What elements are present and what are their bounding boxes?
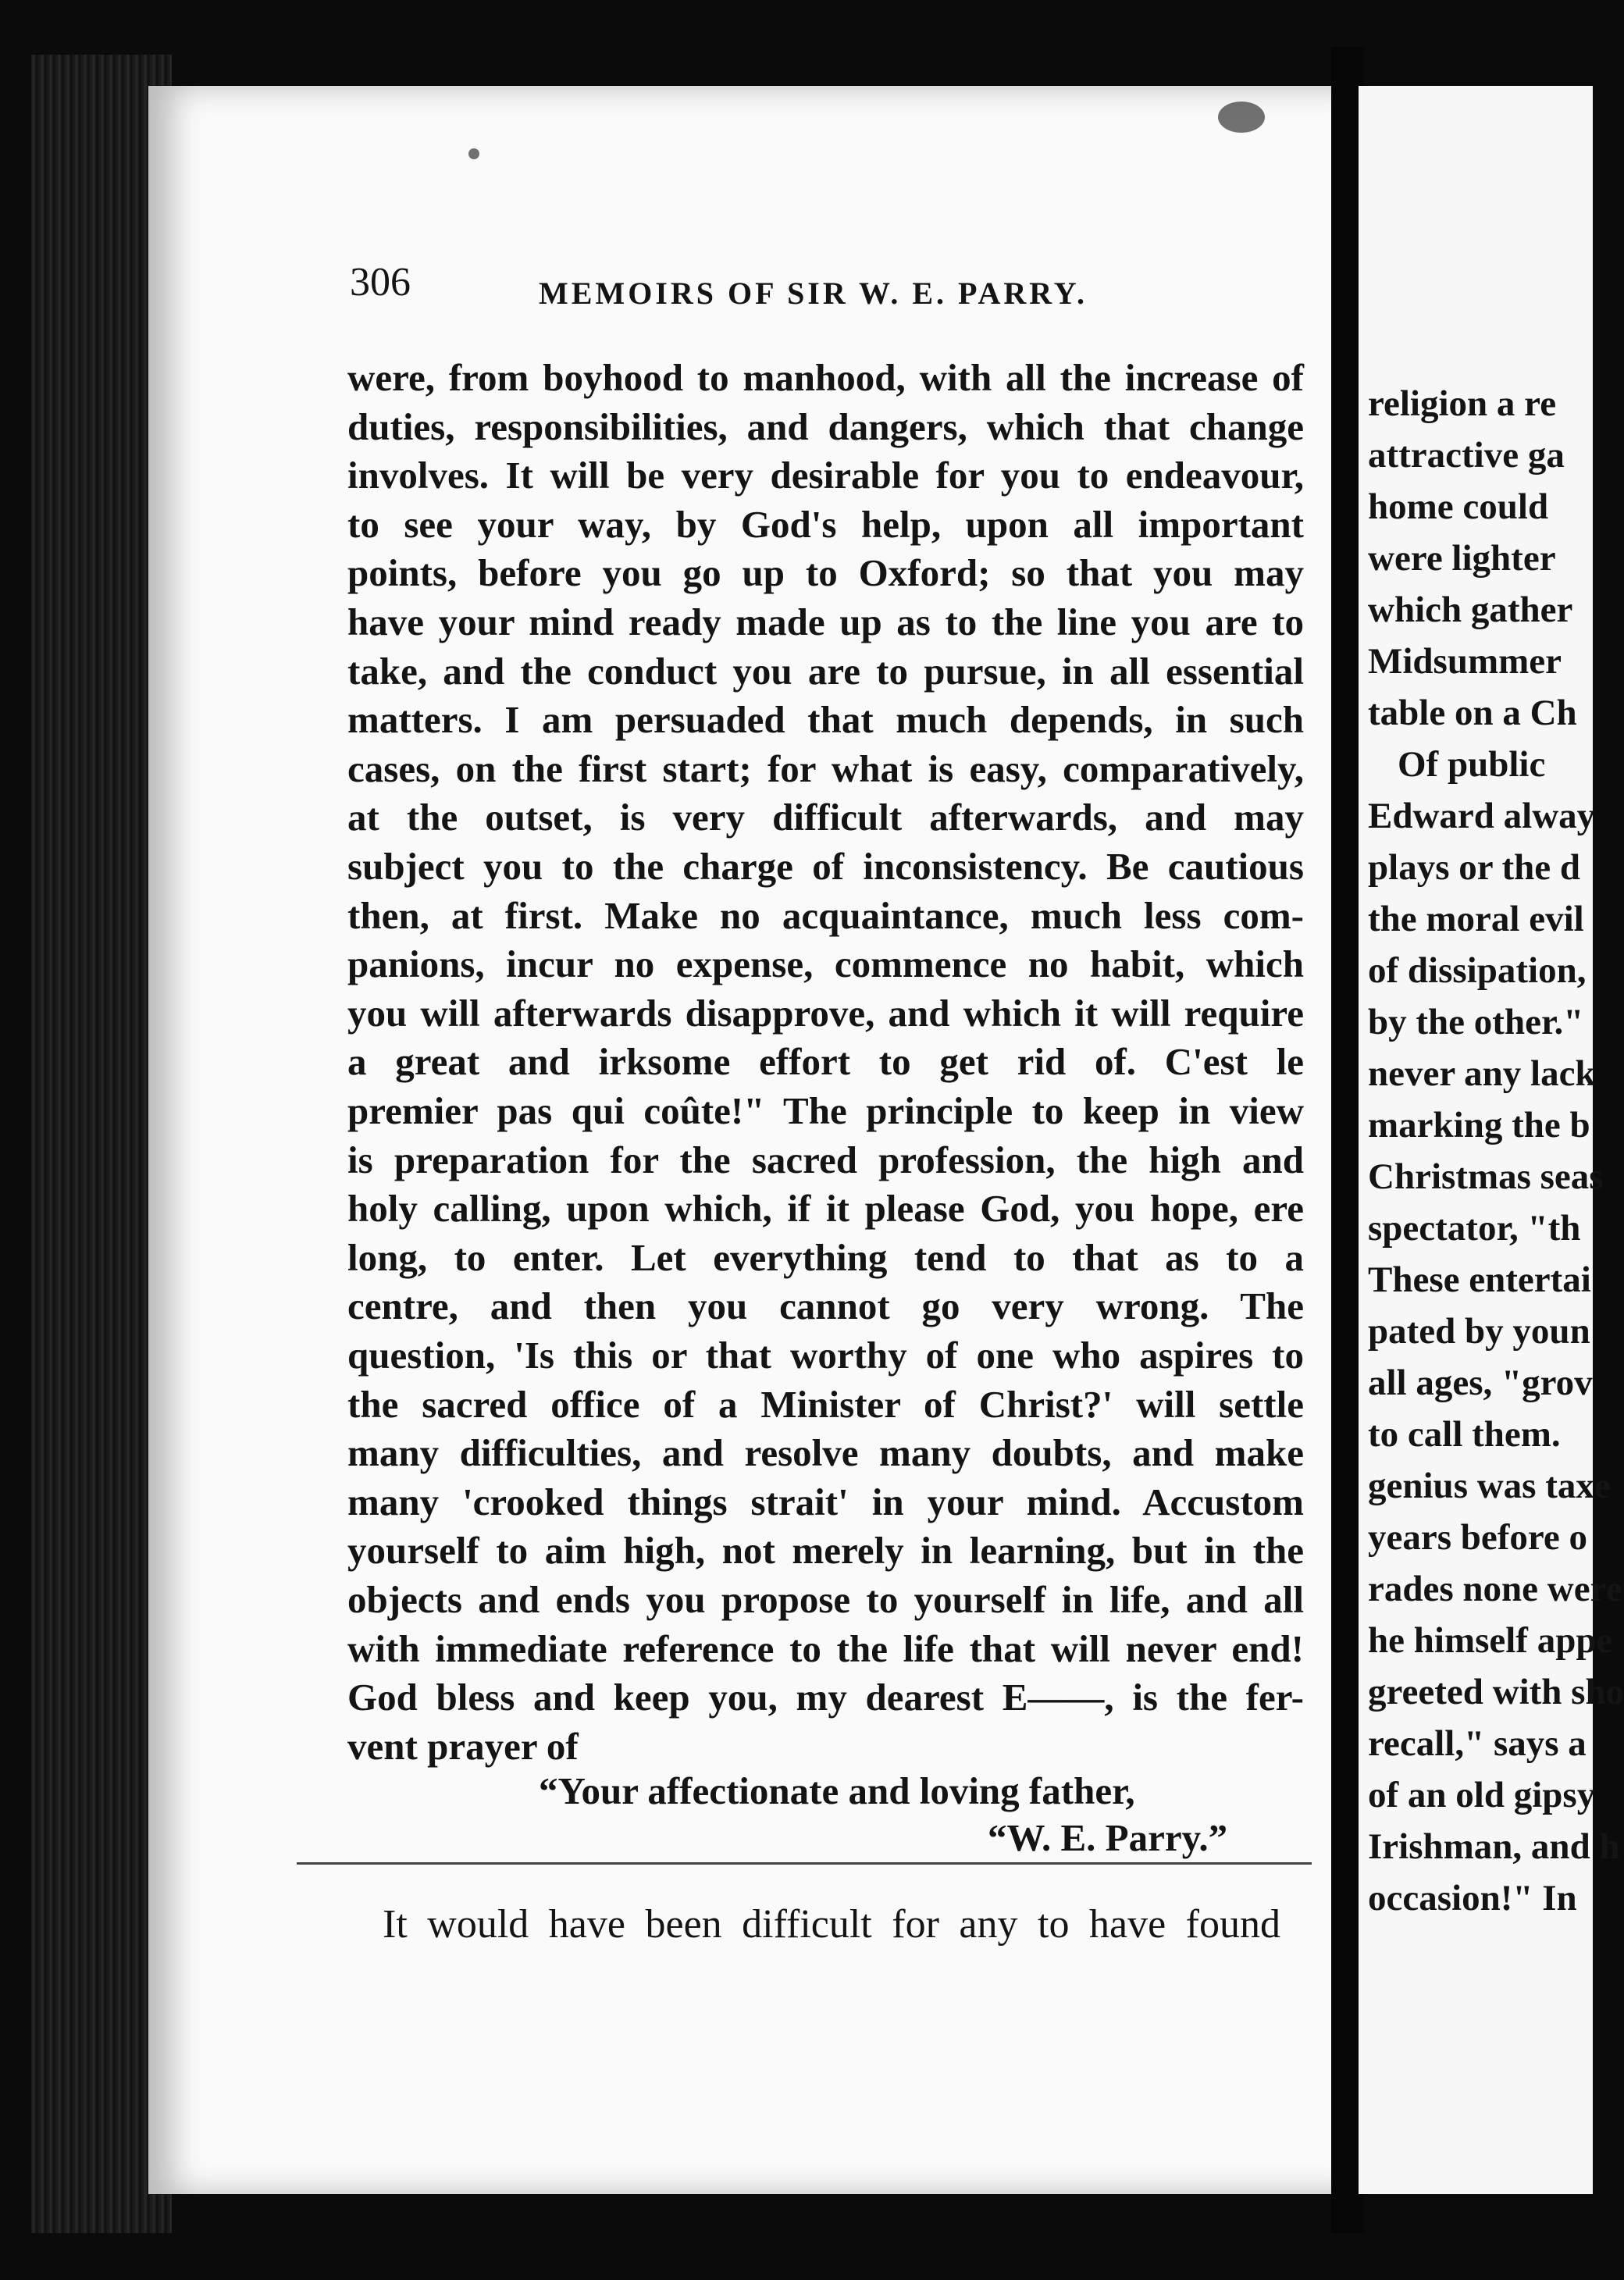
right-text-line: to call them.: [1368, 1414, 1561, 1455]
right-text-line: spectator, "th: [1368, 1208, 1581, 1249]
text-line: God bless and keep you, my dearest E——, is the fer-: [347, 1676, 1304, 1719]
right-text-line: rades none were: [1368, 1569, 1622, 1609]
text-line: were, from boyhood to manhood, with all the increase of: [347, 356, 1304, 399]
right-text-line: table on a Ch: [1368, 693, 1577, 733]
right-text-line: These entertai: [1368, 1259, 1591, 1300]
right-text-line: by the other.": [1368, 1002, 1584, 1042]
text-line: involves. It will be very desirable for you to endeavour,: [347, 454, 1304, 497]
page-number: 306: [350, 260, 411, 305]
text-line: with immediate reference to the life that will never end!: [347, 1626, 1304, 1670]
text-line: yourself to aim high, not merely in learning, but in the: [347, 1529, 1304, 1573]
right-text-line: Of public: [1398, 744, 1546, 785]
text-line: long, to enter. Let everything tend to that as to a: [347, 1235, 1304, 1279]
right-text-line: of dissipation,: [1368, 950, 1587, 991]
ink-smudge: [1218, 102, 1265, 133]
right-text-line: home could: [1368, 486, 1549, 527]
text-line: to see your way, by God's help, upon all important: [347, 502, 1304, 546]
text-line: have your mind ready made up as to the line you are to: [347, 600, 1304, 643]
continuation-line: It would have been difficult for any to have found: [383, 1902, 1280, 1947]
text-line: duties, responsibilities, and dangers, which that change: [347, 404, 1304, 448]
right-text-line: he himself appe: [1368, 1620, 1613, 1661]
signoff-line-1: “Your affectionate and loving father,: [539, 1769, 1135, 1812]
text-line: many difficulties, and resolve many doubts, and make: [347, 1431, 1304, 1475]
text-line: many 'crooked things strait' in your mind. Accustom: [347, 1480, 1304, 1523]
right-text-line: genius was taxe: [1368, 1466, 1611, 1506]
ink-speck: [468, 148, 479, 159]
text-line: premier pas qui coûte!" The principle to keep in view: [347, 1089, 1304, 1132]
signoff-line-2: “W. E. Parry.”: [988, 1816, 1228, 1859]
text-line: points, before you go up to Oxford; so that you may: [347, 551, 1304, 595]
text-line: centre, and then you cannot go very wrong. The: [347, 1284, 1304, 1328]
right-text-line: marking the b: [1368, 1105, 1590, 1145]
text-line: holy calling, upon which, if it please God, you hope, ere: [347, 1187, 1304, 1231]
running-header: MEMOIRS OF SIR W. E. PARRY.: [539, 276, 1088, 311]
text-line: subject you to the charge of inconsistency. Be cautious: [347, 845, 1304, 888]
text-line: at the outset, is very difficult afterwards, and may: [347, 796, 1304, 839]
right-text-line: plays or the d: [1368, 847, 1581, 888]
text-line: cases, on the first start; for what is easy, comparatively,: [347, 746, 1304, 790]
text-line: you will afterwards disapprove, and which it will require: [347, 991, 1304, 1035]
right-text-line: which gather: [1368, 590, 1573, 630]
right-text-line: attractive ga: [1368, 435, 1565, 476]
right-text-line: greeted with sho: [1368, 1672, 1624, 1712]
right-text-line: recall," says a: [1368, 1723, 1587, 1764]
right-text-line: Christmas seas: [1368, 1156, 1604, 1197]
text-line: matters. I am persuaded that much depends, in such: [347, 698, 1304, 742]
text-line: is preparation for the sacred profession, the high and: [347, 1138, 1304, 1181]
right-text-line: were lighter: [1368, 538, 1556, 579]
text-line: panions, incur no expense, commence no habit, which: [347, 942, 1304, 986]
text-line: question, 'Is this or that worthy of one who aspires to: [347, 1334, 1304, 1377]
right-text-line: the moral evil: [1368, 899, 1584, 939]
right-text-line: never any lack: [1368, 1053, 1596, 1094]
right-text-line: Irishman, and h: [1368, 1826, 1620, 1867]
right-text-line: pated by youn: [1368, 1311, 1590, 1352]
right-text-line: years before o: [1368, 1517, 1588, 1558]
right-text-line: religion a re: [1368, 383, 1557, 424]
right-text-line: Edward alway: [1368, 796, 1596, 836]
right-text-line: of an old gipsy: [1368, 1775, 1596, 1815]
text-line: vent prayer of: [347, 1724, 579, 1768]
text-line: objects and ends you propose to yourself in life, and all: [347, 1578, 1304, 1621]
section-divider: [297, 1862, 1312, 1865]
text-line: then, at first. Make no acquaintance, much less com-: [347, 893, 1304, 937]
right-text-line: occasion!" In: [1368, 1878, 1577, 1918]
right-text-line: all ages, "grov: [1368, 1363, 1593, 1403]
right-text-line: Midsummer: [1368, 641, 1562, 682]
text-line: take, and the conduct you are to pursue, in all essential: [347, 649, 1304, 693]
text-line: a great and irksome effort to get rid of. C'est le: [347, 1040, 1304, 1084]
text-line: the sacred office of a Minister of Christ?' will settle: [347, 1382, 1304, 1426]
